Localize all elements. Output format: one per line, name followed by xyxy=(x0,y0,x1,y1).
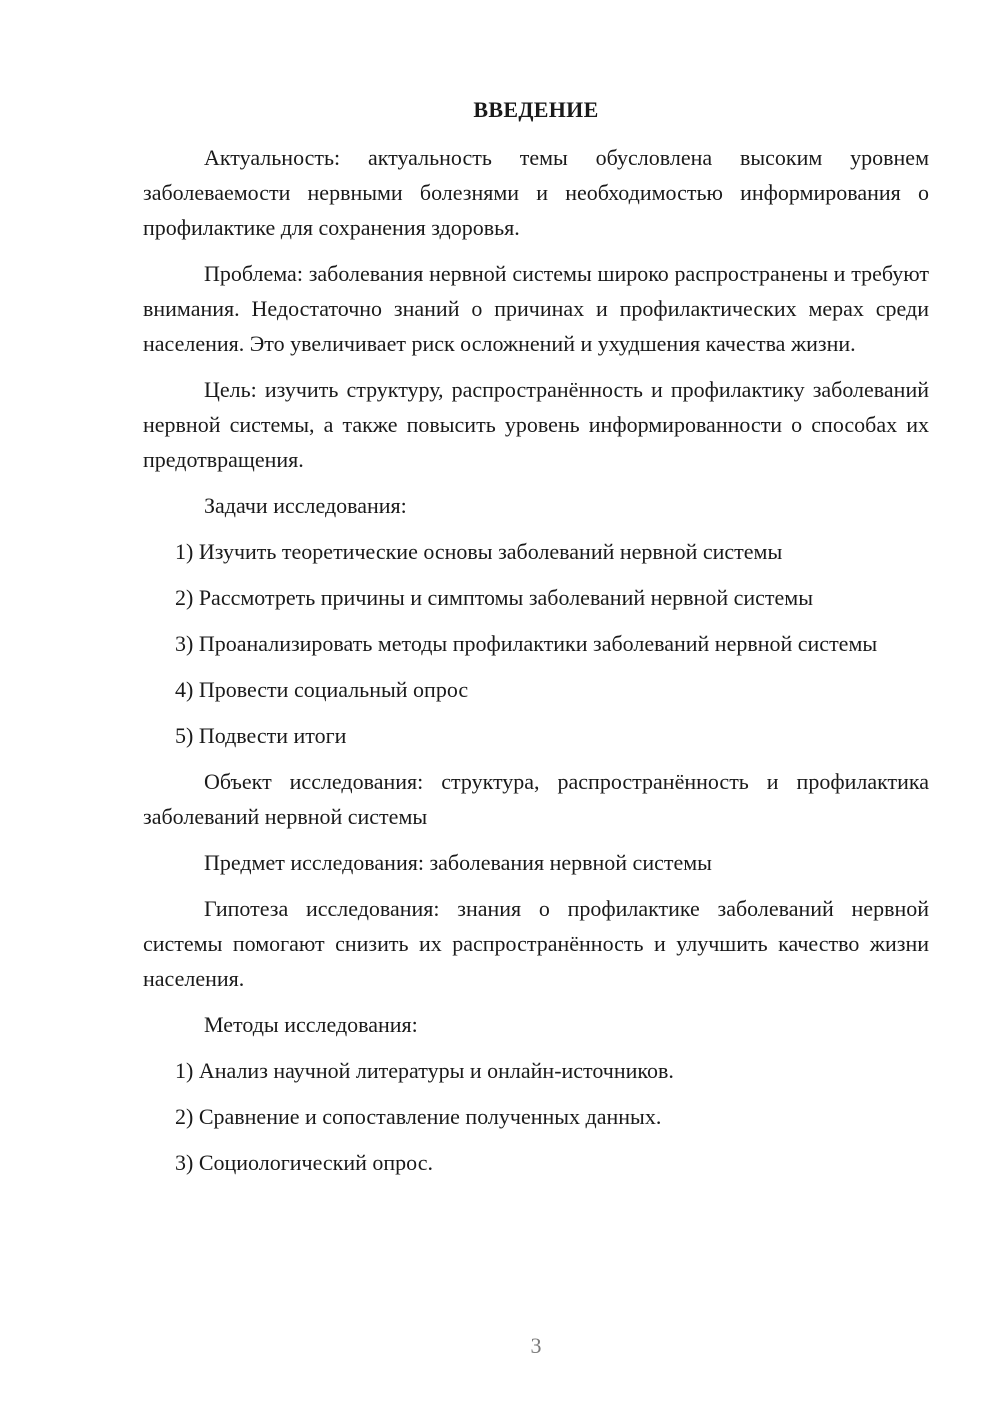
methods-label: Методы исследования: xyxy=(204,1012,418,1037)
goal-paragraph: Цель: изучить структуру, распространённость и профилактику заболеваний нервной системы, а также повысить уровень информированности о способах их предотвращения. xyxy=(143,377,929,472)
document-body xyxy=(143,92,929,1191)
tasks-label: Задачи исследования: xyxy=(204,493,407,518)
section-heading: ВВЕДЕНИЕ xyxy=(473,97,599,122)
object-paragraph: Объект исследования: структура, распространённость и профилактика заболеваний нервной системы xyxy=(143,769,929,829)
task-item: 5) Подвести итоги xyxy=(175,723,347,748)
page-number: 3 xyxy=(530,1333,542,1358)
task-item: 1) Изучить теоретические основы заболеваний нервной системы xyxy=(175,539,783,564)
relevance-paragraph: Актуальность: актуальность темы обусловлена высоким уровнем заболеваемости нервными болезнями и необходимостью информирования о профилактике для сохранения здоровья. xyxy=(143,145,929,240)
subject-paragraph: Предмет исследования: заболевания нервной системы xyxy=(204,850,712,875)
task-item: 3) Проанализировать методы профилактики заболеваний нервной системы xyxy=(175,631,878,656)
method-item: 2) Сравнение и сопоставление полученных данных. xyxy=(175,1104,662,1129)
hypothesis-paragraph: Гипотеза исследования: знания о профилактике заболеваний нервной системы помогают снизить их распространённость и улучшить качество жизни населения. xyxy=(143,896,929,991)
problem-paragraph: Проблема: заболевания нервной системы широко распространены и требуют внимания. Недостаточно знаний о причинах и профилактических мерах среди населения. Это увеличивает риск осложнений и ухудшения качества жизни. xyxy=(143,261,929,356)
method-item: 1) Анализ научной литературы и онлайн-источников. xyxy=(175,1058,674,1083)
task-item: 4) Провести социальный опрос xyxy=(175,677,469,702)
task-item: 2) Рассмотреть причины и симптомы заболеваний нервной системы xyxy=(175,585,813,610)
method-item: 3) Социологический опрос. xyxy=(175,1150,433,1175)
